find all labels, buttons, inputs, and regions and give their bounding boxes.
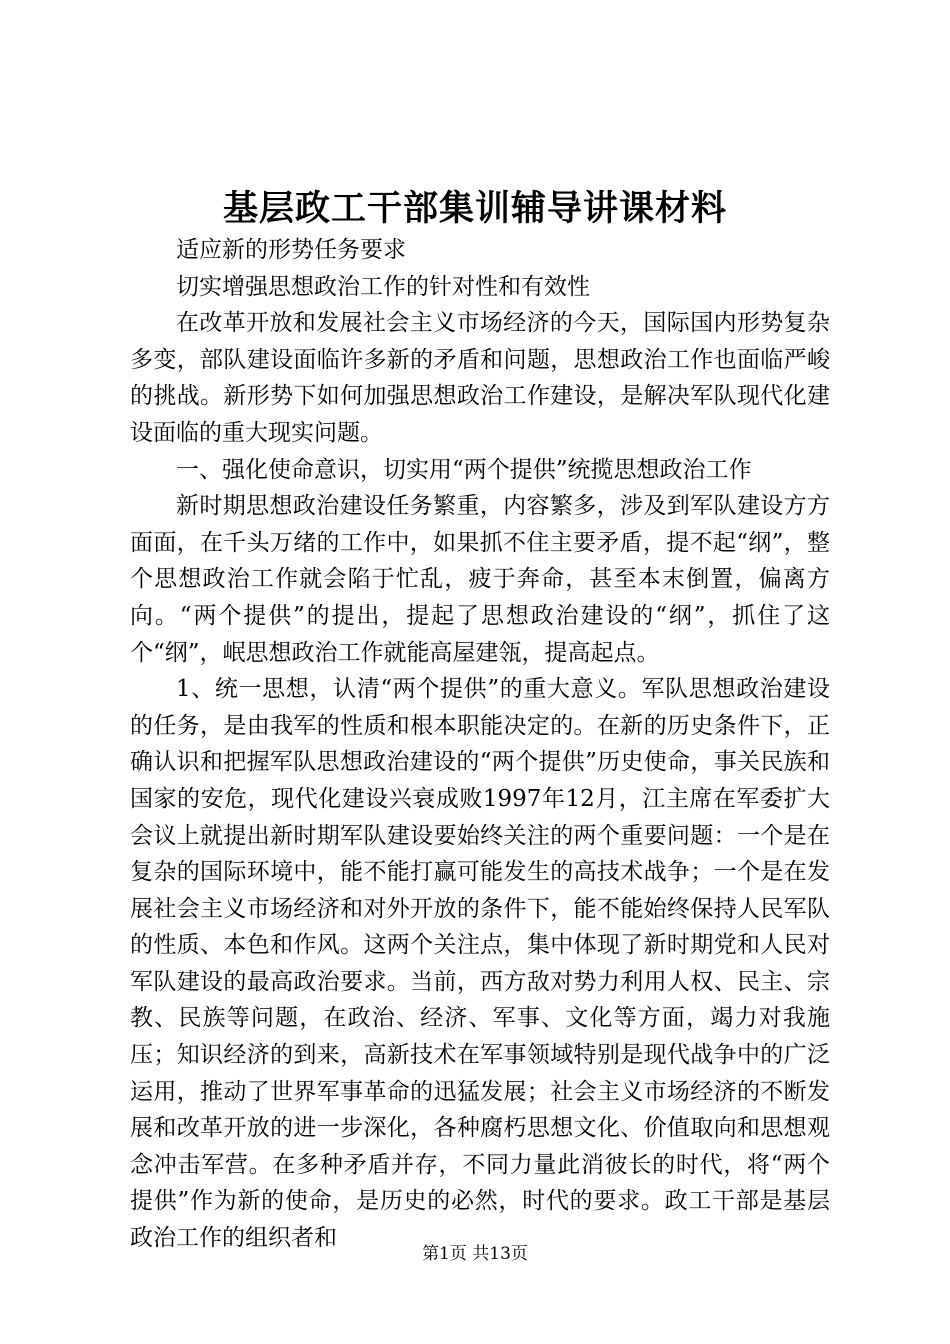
section-heading-1: 一、强化使命意识，切实用“两个提供”统揽思想政治工作 — [176, 456, 752, 483]
body-paragraph: 1、统一思想，认清“两个提供”的重大意义。军队思想政治建设的任务，是由我军的性质和根本职能决定的。在新的历史条件下，正确认识和把握军队思想政治建设的“两个提供”历史使命，事关民族和国家的安危，现代化建设兴衰成败1997年12月，江主席在军委扩大会议上就提出新时期军队建设要始终关注的两个重要问题：一个是在复杂的国际环境中，能不能打赢可能发生的高技术战争；一个是在发展社会主义市场经济和对外开放的条件下，能不能始终保持人民军队的性质、本色和作风。这两个关注点，集中体现了新时期党和人民对军队建设的最高政治要求。当前，西方敌对势力利用人权、民主、宗教、民族等问题，在政治、经济、军事、文化等方面，竭力对我施压；知识经济的到来，高新技术在军事领域特别是现代战争中的广泛运用，推动了世界军事革命的迅猛发展；社会主义市场经济的不断发展和改革开放的进一步深化，各种腐朽思想文化、价值取向和思想观念冲击军营。在多种矛盾并存，不同力量此消彼长的时代，将“两个提供”作为新的使命，是历史的必然，时代的要求。政工干部是基层政治工作的组织者和 — [130, 676, 830, 1252]
subtitle-line-2: 切实增强思想政治工作的针对性和有效性 — [176, 273, 590, 300]
document-title: 基层政工干部集训辅导讲课材料 — [222, 188, 727, 229]
subtitle-line-1: 适应新的形势任务要求 — [176, 237, 406, 263]
intro-paragraph: 在改革开放和发展社会主义市场经济的今天，国际国内形势复杂多变，部队建设面临许多新的矛盾和问题，思想政治工作也面临严峻的挑战。新形势下如何加强思想政治工作建设，是解决军队现代化建设面临的重大现实问题。 — [130, 310, 830, 446]
document-body — [130, 232, 830, 1257]
body-paragraph: 新时期思想政治建设任务繁重，内容繁多，涉及到军队建设方方面面，在千头万绪的工作中，如果抓不住主要矛盾，提不起“纲”，整个思想政治工作就会陷于忙乱，疲于奔命，甚至本末倒置，偏离方向。“两个提供”的提出，提起了思想政治建设的“纲”，抓住了这个“纲”，岷思想政治工作就能高屋建瓴，提高起点。 — [130, 493, 830, 666]
page-footer: 第1页 共13页 — [422, 1244, 528, 1264]
